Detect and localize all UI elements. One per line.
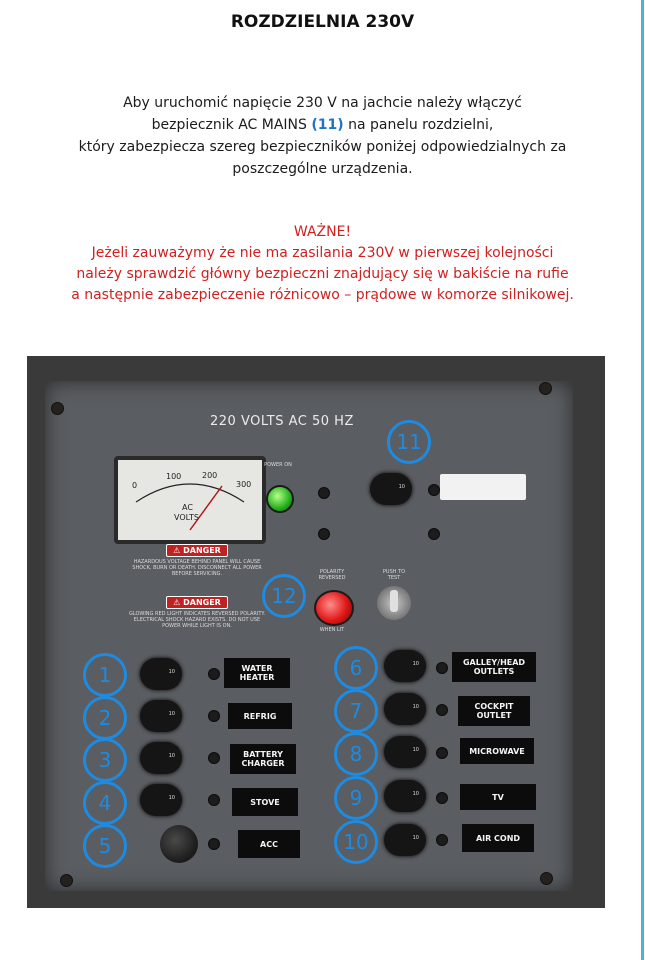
polarity-when-lit-label: WHEN LIT: [319, 627, 345, 633]
panel-screw: [428, 484, 440, 496]
corner-screw: [51, 402, 64, 415]
page-title: ROZDZIELNIA 230V: [230, 12, 415, 32]
callout-6: 6: [334, 646, 378, 690]
callout-1: 1: [83, 653, 127, 697]
breaker-refrig[interactable]: [140, 700, 182, 732]
voltmeter-dial: [118, 460, 262, 540]
panel-title: 220 VOLTS AC 50 HZ: [210, 414, 354, 429]
polarity-indicator: [314, 590, 354, 626]
label-battery-charger: BATTERY CHARGER: [230, 744, 296, 774]
warning-line-3: a następnie zabezpieczenie różnicowo – prądowe w komorze silnikowej.: [71, 287, 574, 303]
breaker-tv[interactable]: [384, 780, 426, 812]
breaker-rating: 10: [412, 661, 419, 667]
warning-block: [0, 222, 645, 306]
breaker-rating: 10: [412, 791, 419, 797]
intro-paragraph: [0, 92, 645, 180]
warning-heading: WAŻNE!: [293, 224, 352, 240]
acc-blank-plug: [160, 825, 198, 863]
danger-text-1: HAZARDOUS VOLTAGE BEHIND PANEL WILL CAUSE SHOCK, BURN OR DEATH. DISCONNECT ALL POWER BEFORE SERVICING.: [132, 559, 262, 577]
breaker-rating: 10: [168, 669, 175, 675]
danger-badge-1: ⚠ DANGER: [166, 544, 228, 557]
breaker-cockpit-outlet[interactable]: [384, 693, 426, 725]
meter-tick-100: 100: [166, 472, 182, 481]
indicator-lamp: [208, 752, 220, 764]
meter-tick-0: 0: [132, 481, 138, 490]
callout-12: 12: [262, 574, 306, 618]
panel-screw: [318, 528, 330, 540]
intro-line-2-suffix: na panelu rozdzielni,: [343, 117, 494, 133]
indicator-lamp: [208, 710, 220, 722]
power-on-label: POWER ON: [264, 462, 292, 468]
breaker-water-heater[interactable]: [140, 658, 182, 690]
push-to-test-switch[interactable]: [377, 586, 411, 620]
warning-line-1: Jeżeli zauważymy że nie ma zasilania 230V w pierwszej kolejności: [91, 245, 554, 261]
label-tv: TV: [460, 784, 536, 810]
danger-warning-2: [124, 590, 270, 629]
breaker-screw: [436, 834, 448, 846]
callout-10: 10: [334, 820, 378, 864]
corner-screw: [539, 382, 552, 395]
blank-label-plate: [440, 474, 526, 500]
breaker-air-cond[interactable]: [384, 824, 426, 856]
polarity-reversed-label: POLARITY REVERSED: [318, 569, 346, 581]
corner-screw: [540, 872, 553, 885]
breaker-rating: 10: [412, 704, 419, 710]
breaker-rating: 10: [168, 711, 175, 717]
label-galley-head-outlets: GALLEY/HEAD OUTLETS: [452, 652, 536, 682]
intro-line-2: [0, 114, 645, 136]
ac-mains-reference: (11): [311, 117, 344, 133]
label-water-heater: WATER HEATER: [224, 658, 290, 688]
breaker-screw: [436, 792, 448, 804]
breaker-screw: [436, 747, 448, 759]
meter-tick-300: 300: [236, 480, 252, 489]
danger-warning-1: [124, 538, 270, 577]
callout-4: 4: [83, 781, 127, 825]
breaker-microwave[interactable]: [384, 736, 426, 768]
panel-screw: [428, 528, 440, 540]
danger-text-2: GLOWING RED LIGHT INDICATES REVERSED POLARITY. ELECTRICAL SHOCK HAZARD EXISTS. DO NOT USE POWER WHILE LIGHT IS ON.: [128, 611, 266, 629]
push-to-test-label: PUSH TO TEST: [382, 569, 406, 581]
intro-line-2-prefix: bezpiecznik AC MAINS: [151, 117, 312, 133]
corner-screw: [60, 874, 73, 887]
intro-line-4: poszczególne urządzenia.: [232, 161, 413, 177]
panel-screw: [318, 487, 330, 499]
breaker-rating: 10: [412, 747, 419, 753]
breaker-screw: [436, 704, 448, 716]
label-air-cond: AIR COND: [462, 824, 534, 852]
breaker-rating: 10: [412, 835, 419, 841]
breaker-stove[interactable]: [140, 784, 182, 816]
breaker-rating: 10: [398, 484, 405, 490]
breaker-rating: 10: [168, 795, 175, 801]
voltmeter: [114, 456, 266, 544]
warning-line-2: należy sprawdzić główny bezpieczni znajdujący się w bakiście na rufie: [76, 266, 569, 282]
power-on-indicator: [266, 485, 294, 513]
meter-tick-200: 200: [202, 471, 218, 480]
callout-3: 3: [83, 738, 127, 782]
breaker-rating: 10: [168, 753, 175, 759]
indicator-lamp: [208, 668, 220, 680]
intro-line-1: Aby uruchomić napięcie 230 V na jachcie należy włączyć: [123, 95, 522, 111]
callout-9: 9: [334, 776, 378, 820]
label-stove: STOVE: [232, 788, 298, 816]
callout-11: 11: [387, 420, 431, 464]
danger-badge-2: ⚠ DANGER: [166, 596, 228, 609]
callout-2: 2: [83, 696, 127, 740]
voltmeter-needle: [190, 486, 222, 530]
callout-7: 7: [334, 689, 378, 733]
breaker-galley-head-outlets[interactable]: [384, 650, 426, 682]
label-cockpit-outlet: COCKPIT OUTLET: [458, 696, 530, 726]
indicator-lamp: [208, 838, 220, 850]
label-acc: ACC: [238, 830, 300, 858]
ac-mains-breaker[interactable]: [370, 473, 412, 505]
meter-unit: AC: [182, 503, 193, 512]
label-microwave: MICROWAVE: [460, 738, 534, 764]
callout-8: 8: [334, 732, 378, 776]
intro-line-3: który zabezpiecza szereg bezpieczników poniżej odpowiedzialnych za: [78, 139, 567, 155]
indicator-lamp: [208, 794, 220, 806]
breaker-screw: [436, 662, 448, 674]
breaker-battery-charger[interactable]: [140, 742, 182, 774]
callout-5: 5: [83, 824, 127, 868]
meter-unit-2: VOLTS: [174, 513, 199, 522]
label-refrig: REFRIG: [228, 703, 292, 729]
